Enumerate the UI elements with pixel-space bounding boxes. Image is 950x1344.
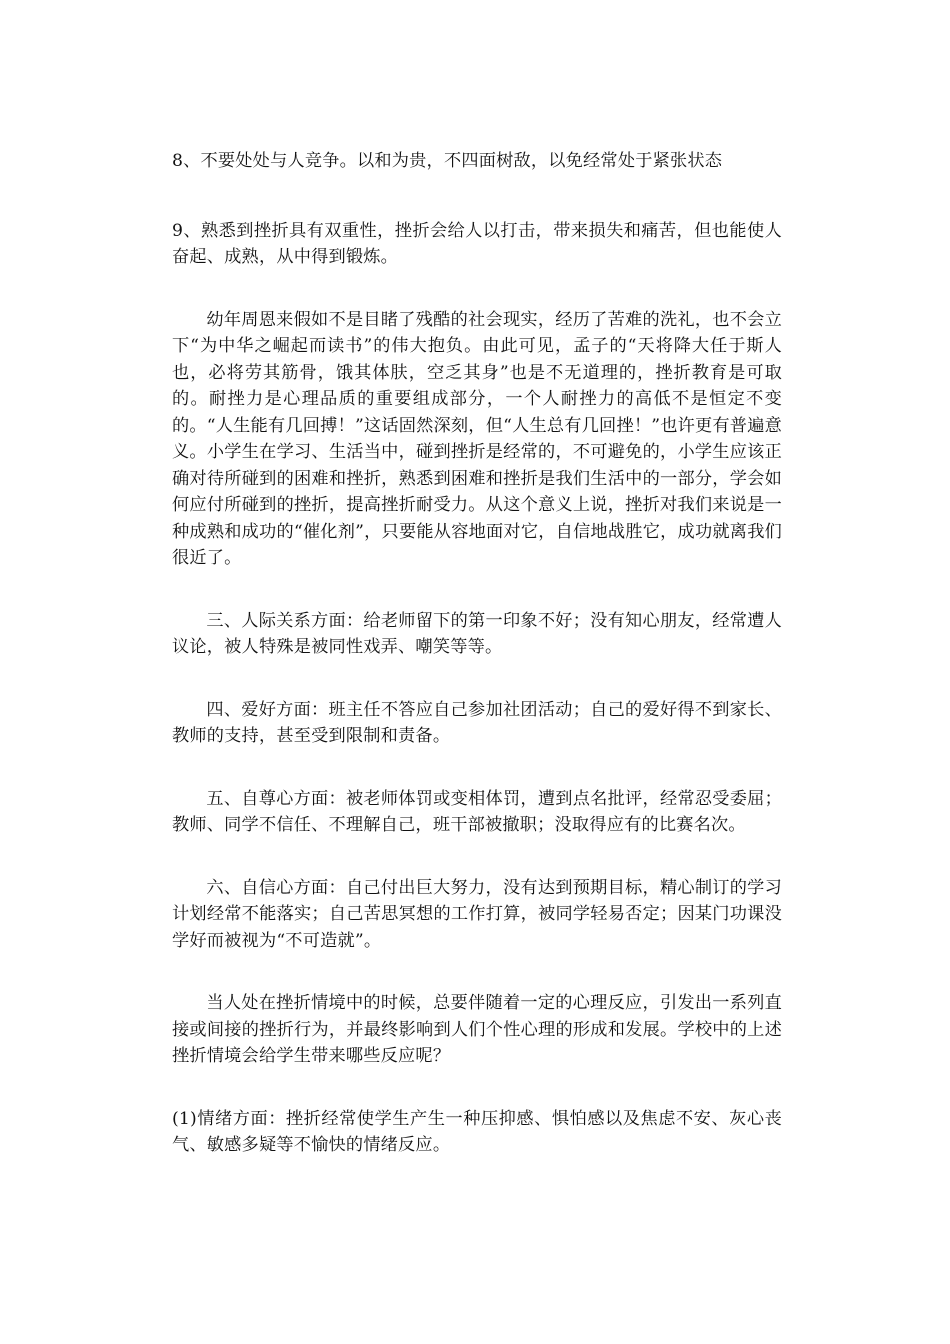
paragraph-self-esteem: 五、自尊心方面：被老师体罚或变相体罚，遭到点名批评，经常忍受委屈；教师、同学不信任、不理解自己，班干部被撤职；没取得应有的比赛名次。 <box>172 788 782 835</box>
paragraph-self-confidence: 六、自信心方面：自己付出巨大努力，没有达到预期目标，精心制订的学习计划经常不能落实；自己苦思冥想的工作打算，被同学轻易否定；因某门功课没学好而被视为“不可造就”。 <box>172 877 782 951</box>
paragraph-frustration-reactions: 当人处在挫折情境中的时候，总要伴随着一定的心理反应，引发出一系列直接或间接的挫折行为，并最终影响到人们个性心理的形成和发展。学校中的上述挫折情境会给学生带来哪些反应呢？ <box>172 993 782 1066</box>
paragraph-zhou-enlai: 幼年周恩来假如不是目睹了残酷的社会现实，经历了苦难的洗礼，也不会立下“为中华之崛起而读书”的伟大抱负。由此可见，孟子的“天将降大任于斯人也，必将劳其筋骨，饿其体肤，空乏其身”也是不无道理的，挫折教育是可取的。耐挫力是心理品质的重要组成部分，一个人耐挫力的高低不是恒定不变的。“人生能有几回搏！”这话固然深刻，但“人生总有几回挫！”也许更有普遍意义。小学生在学习、生活当中，碰到挫折是经常的，不可避免的，小学生应该正确对待所碰到的困难和挫折，熟悉到困难和挫折是我们生活中的一部分，学会如何应付所碰到的挫折，提高挫折耐受力。从这个意义上说，挫折对我们来说是一种成熟和成功的“催化剂”，只要能从容地面对它，自信地战胜它，成功就离我们很近了。 <box>172 309 782 568</box>
paragraph-interpersonal: 三、人际关系方面：给老师留下的第一印象不好；没有知心朋友，经常遭人议论，被人特殊是被同性戏弄、嘲笑等等。 <box>172 610 782 657</box>
paragraph-emotional-aspect: (1)情绪方面：挫折经常使学生产生一种压抑感、惧怕感以及焦虑不安、灰心丧气、敏感多疑等不愉快的情绪反应。 <box>172 1108 782 1155</box>
paragraph-hobbies: 四、爱好方面：班主任不答应自己参加社团活动；自己的爱好得不到家长、教师的支持，甚至受到限制和责备。 <box>172 699 782 746</box>
paragraph-item-9: 9、熟悉到挫折具有双重性，挫折会给人以打击，带来损失和痛苦，但也能使人奋起、成熟，从中得到锻炼。 <box>172 220 782 267</box>
document-page <box>172 148 782 1159</box>
paragraph-item-8: 8、不要处处与人竞争。以和为贵，不四面树敌，以免经常处于紧张状态 <box>172 151 723 171</box>
